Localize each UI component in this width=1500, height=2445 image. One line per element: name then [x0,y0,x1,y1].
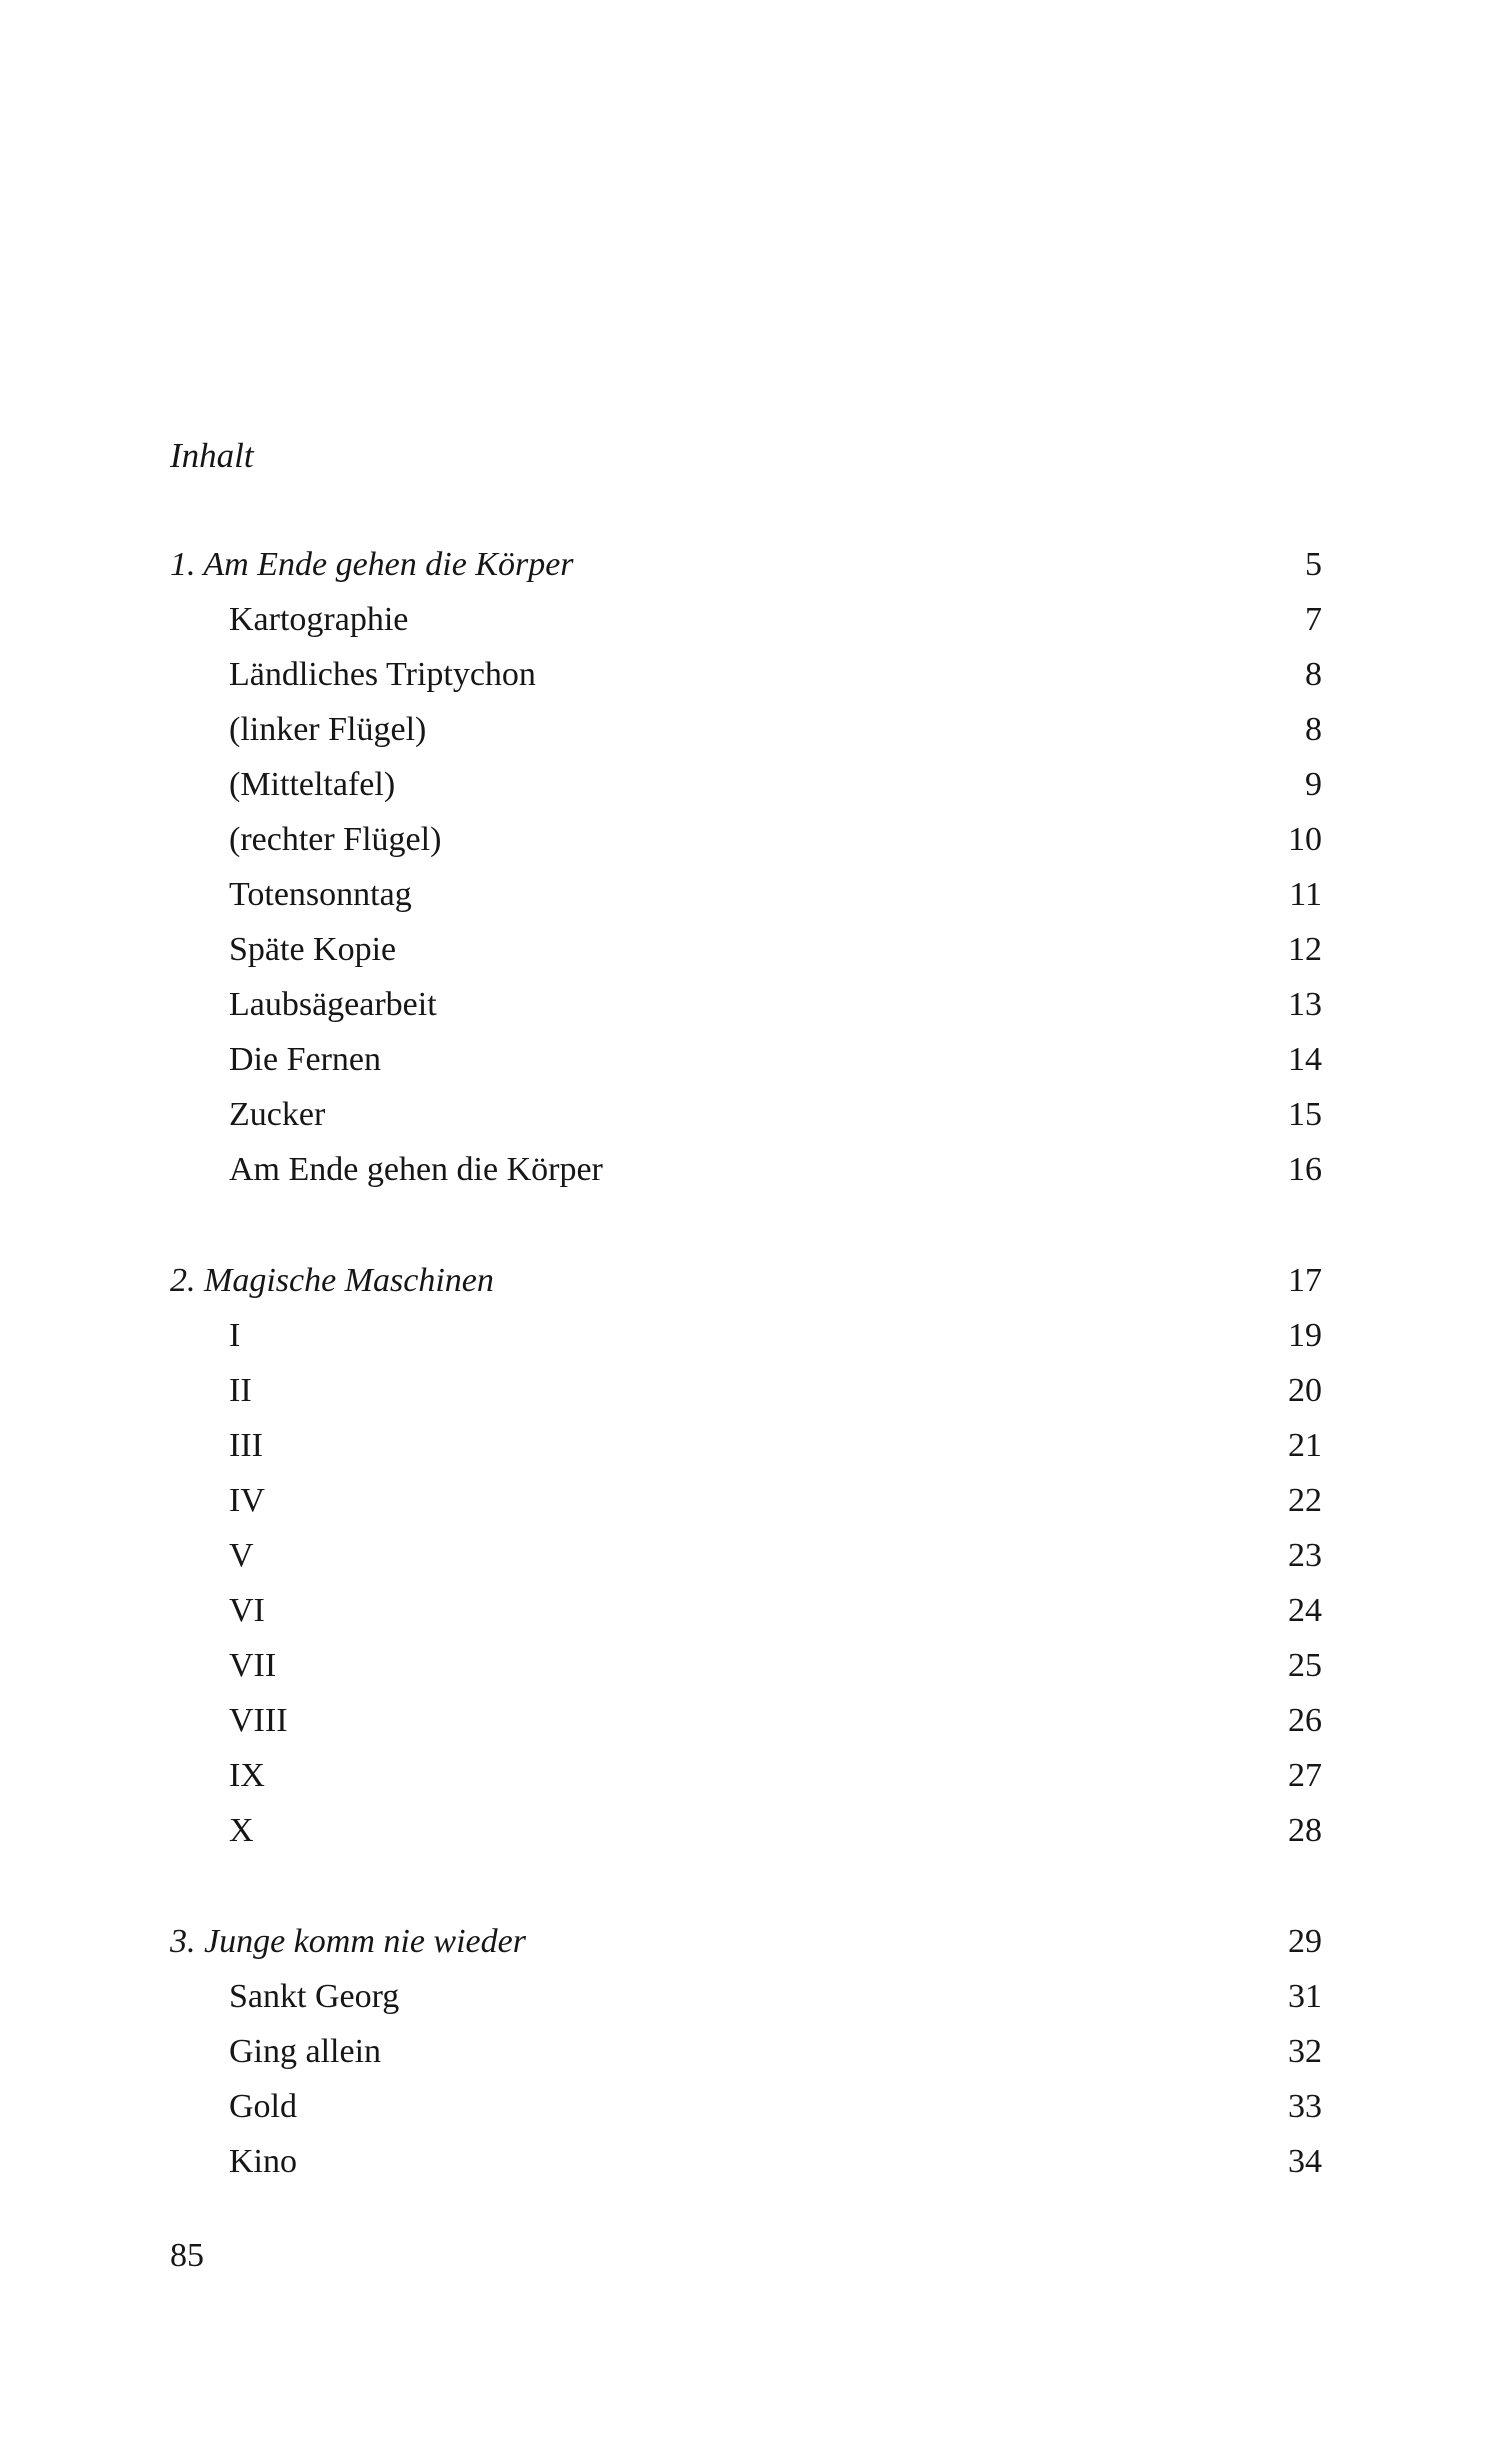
toc-entry-page-number: 31 [1288,1978,1322,2015]
toc-entry-page-number: 34 [1288,2143,1322,2180]
toc-entry-row [170,867,1322,922]
toc-entry-row [170,647,1322,702]
toc-section-title-row [170,1914,1322,1969]
toc-entry-page-number: 26 [1288,1702,1322,1739]
toc-entry-page-number: 14 [1288,1041,1322,1078]
toc-page [170,428,1322,2189]
page-title: Inhalt [170,436,254,475]
toc-entry-page-number: 13 [1288,986,1322,1023]
toc-entry-label: Ging allein [229,2033,382,2070]
toc-entry-row [170,1969,1322,2024]
toc-entry-label: Am Ende gehen die Körper [229,1151,603,1188]
toc-entry-label: VIII [229,1702,288,1739]
toc-section-page-number: 17 [1288,1262,1322,1299]
toc-entry-row [170,812,1322,867]
toc-entry-row [170,1693,1322,1748]
toc-entry-page-number: 9 [1305,766,1322,803]
toc-entry-label: Gold [229,2088,297,2125]
toc-entry-label: Späte Kopie [229,931,397,968]
toc-entry-label: Die Fernen [229,1041,382,1078]
toc-entry-label: Zucker [229,1096,326,1133]
toc-entry-page-number: 7 [1305,601,1322,638]
toc-entry-row [170,1363,1322,1418]
toc-entry-label: Ländliches Triptychon [229,656,536,693]
toc-entry-page-number: 11 [1289,876,1322,913]
toc-section-page-number: 29 [1288,1923,1322,1960]
toc-entry-label: (linker Flügel) [229,711,427,748]
toc-entry-label: Sankt Georg [229,1978,400,2015]
toc-entry-label: Laubsägearbeit [229,986,437,1023]
toc-section-title: 2. Magische Maschinen [170,1262,494,1299]
toc-section [170,1914,1322,2189]
toc-entry-page-number: 12 [1288,931,1322,968]
toc-entry-row [170,1748,1322,1803]
toc-entry-row [170,1032,1322,1087]
toc-section-title-row [170,537,1322,592]
toc-entry-row [170,1142,1322,1197]
toc-entry-label: IX [229,1757,265,1794]
toc-entry-page-number: 25 [1288,1647,1322,1684]
toc-section [170,537,1322,1197]
toc-entry-page-number: 19 [1288,1317,1322,1354]
toc-entry-page-number: 28 [1288,1812,1322,1849]
toc-entry-label: II [229,1372,252,1409]
toc-entry-page-number: 8 [1305,711,1322,748]
toc-entry-page-number: 24 [1288,1592,1322,1629]
toc-entry-label: VI [229,1592,265,1629]
toc-entry-row [170,1638,1322,1693]
toc-entry-page-number: 33 [1288,2088,1322,2125]
toc-entry-row [170,1583,1322,1638]
toc-section [170,1253,1322,1858]
toc-entry-page-number: 23 [1288,1537,1322,1574]
toc-entry-row [170,1087,1322,1142]
toc-entry-row [170,922,1322,977]
toc-entry-row [170,757,1322,812]
toc-section-title-row [170,1253,1322,1308]
toc-entry-page-number: 8 [1305,656,1322,693]
toc-entry-label: III [229,1427,263,1464]
toc-entry-row [170,1528,1322,1583]
toc-entry-label: Kartographie [229,601,409,638]
toc-entry-page-number: 32 [1288,2033,1322,2070]
toc-entry-row [170,2079,1322,2134]
toc-entry-row [170,1803,1322,1858]
toc-entry-row [170,2024,1322,2079]
toc-entry-label: Kino [229,2143,297,2180]
toc-entry-label: VII [229,1647,277,1684]
toc-entry-label: Totensonntag [229,876,412,913]
toc-entry-label: X [229,1812,254,1849]
toc-entry-row [170,592,1322,647]
toc-sections [170,537,1322,2189]
toc-entry-row [170,1418,1322,1473]
toc-entry-row [170,2134,1322,2189]
toc-entry-label: I [229,1317,241,1354]
toc-entry-row [170,1308,1322,1363]
toc-entry-page-number: 15 [1288,1096,1322,1133]
toc-entry-label: IV [229,1482,265,1519]
footer-page-number: 85 [170,2237,204,2274]
toc-entry-row [170,702,1322,757]
toc-entry-page-number: 10 [1288,821,1322,858]
toc-section-title: 3. Junge komm nie wieder [170,1923,526,1960]
toc-entry-page-number: 16 [1288,1151,1322,1188]
toc-entry-page-number: 21 [1288,1427,1322,1464]
toc-section-title: 1. Am Ende gehen die Körper [170,546,574,583]
toc-entry-label: (rechter Flügel) [229,821,442,858]
toc-entry-page-number: 27 [1288,1757,1322,1794]
toc-entry-label: V [229,1537,254,1574]
toc-entry-label: (Mitteltafel) [229,766,396,803]
toc-section-page-number: 5 [1305,546,1322,583]
toc-entry-row [170,977,1322,1032]
toc-entry-page-number: 20 [1288,1372,1322,1409]
toc-entry-row [170,1473,1322,1528]
toc-entry-page-number: 22 [1288,1482,1322,1519]
